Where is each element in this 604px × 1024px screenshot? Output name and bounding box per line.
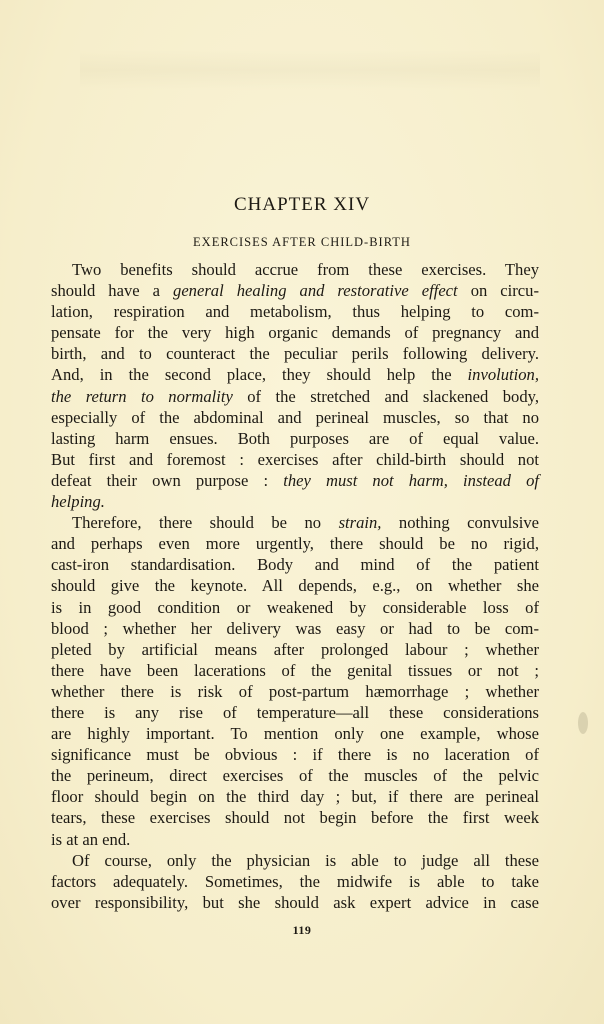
text-line [51,512,539,533]
text-line [51,301,539,322]
line-text: lation, respiration and metabolism, thus helping to com- [51,302,539,322]
show-through-shadow [80,50,540,90]
line-text: lasting harm ensues. Both purposes are of equal value. [51,428,539,448]
text-line [51,660,539,681]
italic-text: they must not harm, instead of [283,470,539,490]
text-line [51,386,539,407]
text-line [51,470,539,491]
line-text: cast-iron standardisation. Body and mind of the patient [51,555,539,575]
line-text: tears, these exercises should not begin before the first week [51,808,539,828]
line-text: Of course, only the physician is able to judge all these [72,850,539,870]
text-line [51,639,539,660]
italic-text: the return to normality [51,386,233,406]
line-text: blood ; whether her delivery was easy or had to be com- [51,618,539,638]
line-text: But first and foremost : exercises after child-birth should not [51,449,539,469]
line-text: Two benefits should accrue from these exercises. They [72,260,539,279]
line-text: is at an end. [51,829,131,849]
line-text: the perineum, direct exercises of the muscles of the pelvic [51,766,539,786]
line-text: there have been lacerations of the genital tissues or not ; [51,660,539,680]
text-line [51,892,539,913]
text-line [51,554,539,575]
text-line [51,259,539,280]
line-text: should give the keynote. All depends, e.g., on whether she [51,576,539,596]
text-line [51,702,539,723]
chapter-subtitle: EXERCISES AFTER CHILD-BIRTH [193,235,411,249]
line-text: Therefore, there should be no [72,513,339,533]
text-line [51,765,539,786]
text-line [51,491,539,512]
text-line [51,428,539,449]
text-line [51,723,539,744]
text-line [51,280,539,301]
italic-text: involution, [467,365,539,385]
line-text: nothing convulsive [381,513,540,533]
chapter-title: CHAPTER XIV [233,194,371,215]
text-line [51,744,539,765]
line-text: pleted by artificial means after prolonged labour ; whether [51,639,539,659]
body-text [51,259,539,913]
line-text: on circu- [457,281,539,301]
text-line [51,829,539,850]
text-line [51,807,539,828]
text-line [51,786,539,807]
text-line [51,343,539,364]
line-text: defeat their own purpose : [51,470,284,490]
line-text: especially of the abdominal and perineal muscles, so that no [51,407,539,427]
line-text: birth, and to counteract the peculiar perils following delivery. [51,344,539,364]
text-line [51,850,539,871]
text-line [51,407,539,428]
text-line [51,597,539,618]
text-line [51,533,539,554]
line-text: factors adequately. Sometimes, the midwife is able to take [51,871,539,891]
text-line [51,618,539,639]
line-text: are highly important. To mention only one example, whose [51,724,539,744]
line-text: significance must be obvious : if there is no laceration of [51,745,539,765]
italic-text: general healing and restorative effect [173,281,458,301]
line-text: over responsibility, but she should ask expert advice in case [51,892,539,912]
line-text: should have a [51,281,174,301]
line-text: whether there is risk of post-partum hæmorrhage ; whether [51,681,539,701]
line-text: And, in the second place, they should help the [51,365,468,385]
line-text: of the stretched and slackened body, [232,386,539,406]
line-text: is in good condition or weakened by considerable loss of [51,597,539,617]
line-text: there is any rise of temperature—all these considerations [51,702,539,722]
italic-text: helping. [51,492,105,512]
text-line [51,871,539,892]
text-line [51,449,539,470]
text-line [51,681,539,702]
page-number: 119 [292,923,312,937]
line-text: pensate for the very high organic demands of pregnancy and [51,323,539,343]
line-text: and perhaps even more urgently, there should be no rigid, [51,534,539,554]
text-line [51,364,539,385]
line-text: floor should begin on the third day ; but, if there are perineal [51,787,539,807]
text-line [51,575,539,596]
paper-smudge [578,712,588,734]
italic-text: strain, [338,513,382,533]
text-line [51,322,539,343]
